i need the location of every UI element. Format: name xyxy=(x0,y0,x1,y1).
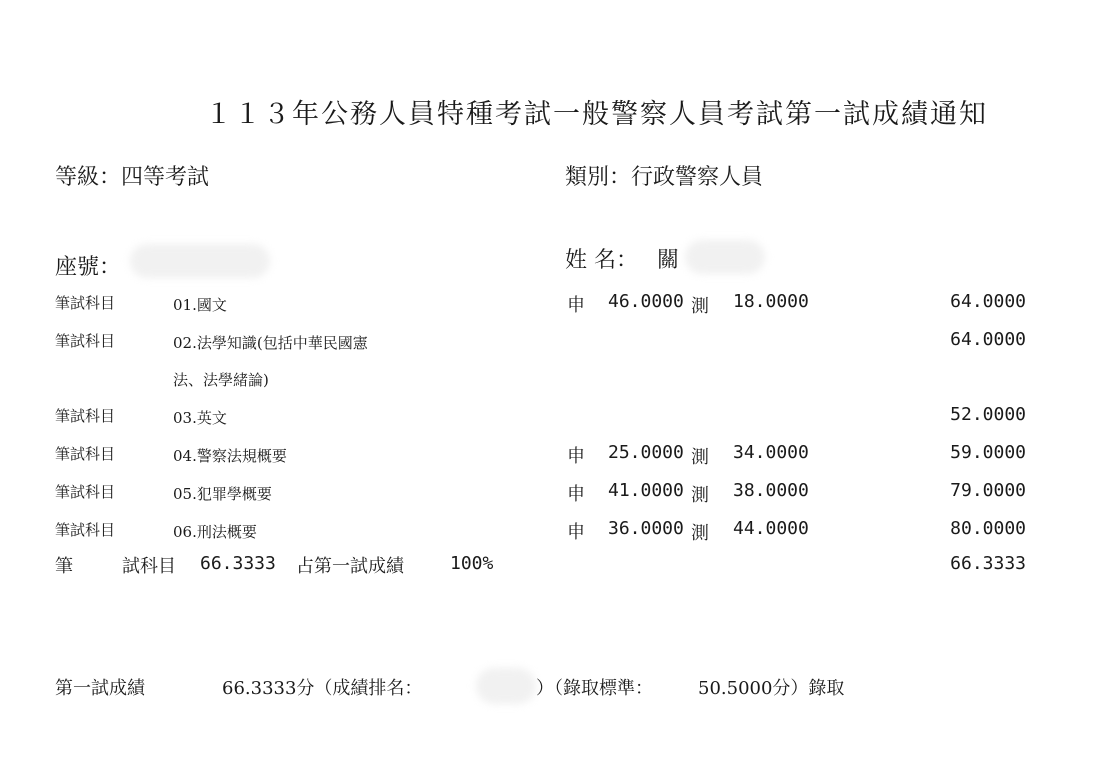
row-total: 52.0000 xyxy=(950,404,1026,425)
row-type: 筆試科目 xyxy=(55,445,116,463)
name-redacted xyxy=(685,240,765,274)
final-standard: 50.5000分）錄取 xyxy=(698,678,845,699)
row-shen-score: 41.0000 xyxy=(608,480,684,501)
rank-redacted xyxy=(476,668,536,704)
row-ce-score: 34.0000 xyxy=(733,442,809,463)
row-ce: 測 xyxy=(691,447,709,468)
row-subject: 05.犯罪學概要 xyxy=(173,485,272,503)
row-type: 筆試科目 xyxy=(55,294,116,312)
row-ce-score: 44.0000 xyxy=(733,518,809,539)
summary-share-label: 占第一試成績 xyxy=(296,556,404,577)
row-total: 64.0000 xyxy=(950,291,1026,312)
summary-average: 66.3333 xyxy=(200,553,276,574)
row-total: 59.0000 xyxy=(950,442,1026,463)
summary-total: 66.3333 xyxy=(950,553,1026,574)
row-total: 64.0000 xyxy=(950,329,1026,350)
row-ce: 測 xyxy=(691,485,709,506)
exam-category: 類別：行政警察人員 xyxy=(565,165,764,190)
row-ce-score: 38.0000 xyxy=(733,480,809,501)
final-rank-suffix: ）（錄取標準： xyxy=(536,678,653,699)
row-shen: 申 xyxy=(567,484,585,505)
seat-label: 座號： xyxy=(55,255,122,280)
row-total: 80.0000 xyxy=(950,518,1026,539)
row-type: 筆試科目 xyxy=(55,407,116,425)
row-shen-score: 46.0000 xyxy=(608,291,684,312)
row-shen: 申 xyxy=(567,522,585,543)
row-type: 筆試科目 xyxy=(55,521,116,539)
row-ce-score: 18.0000 xyxy=(733,291,809,312)
row-shen: 申 xyxy=(567,446,585,467)
seat-number-redacted xyxy=(130,244,270,278)
row-total: 79.0000 xyxy=(950,480,1026,501)
row-subject: 04.警察法規概要 xyxy=(173,447,287,465)
row-subject-continued: 法、法學緒論) xyxy=(173,371,269,389)
row-subject: 03.英文 xyxy=(173,409,227,427)
row-shen-score: 25.0000 xyxy=(608,442,684,463)
row-subject: 01.國文 xyxy=(173,296,227,314)
row-ce: 測 xyxy=(691,296,709,317)
summary-label-2: 試科目 xyxy=(122,556,176,577)
name-value: 關 xyxy=(657,248,680,273)
row-subject: 06.刑法概要 xyxy=(173,523,257,541)
row-ce: 測 xyxy=(691,523,709,544)
final-label: 第一試成績 xyxy=(55,678,145,699)
exam-level: 等級：四等考試 xyxy=(55,165,210,190)
row-shen: 申 xyxy=(567,295,585,316)
name-label: 姓 名： xyxy=(565,248,638,273)
final-score: 66.3333分（成績排名： xyxy=(222,678,423,699)
row-type: 筆試科目 xyxy=(55,332,116,350)
row-shen-score: 36.0000 xyxy=(608,518,684,539)
row-subject: 02.法學知識(包括中華民國憲 xyxy=(173,334,368,352)
summary-label-1: 筆 xyxy=(55,556,73,577)
summary-percent: 100% xyxy=(450,553,494,574)
row-type: 筆試科目 xyxy=(55,483,116,501)
notice-title: １１３年公務人員特種考試一般警察人員考試第一試成績通知 xyxy=(205,99,988,130)
